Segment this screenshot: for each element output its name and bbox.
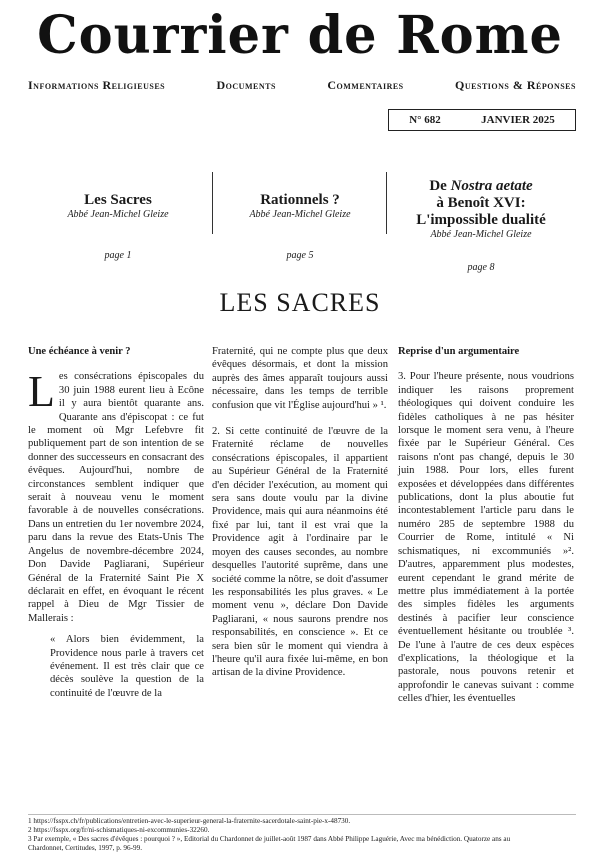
- issue-box: [388, 109, 576, 131]
- nav-documents: Documents: [216, 78, 276, 92]
- column-1: [28, 345, 204, 700]
- footnotes: [28, 814, 576, 853]
- col2-paragraph-2: 2. Si cette continuité de l'œuvre de la Fraternité réclame de nouvelles consécrations épiscopales, il appartient au Supérieur Général de la Fraternité d'en décider l'exécution, au moment qui sera sans doute voulu par la divine Providence, mais qui aura néanmoins été fixé par lui, tant il est vrai que la Providence agit à l'ordinaire par le moyen des causes secondes, au nombre desquelles l'autorité suprême, dans une société comme la nôtre, se doit d'assumer les responsabilités les plus graves. « Le moment venu », déclare Don Davide Pagliarani, « nous saurons prendre nos responsabilités, en conscience ». Et ce sera bien sûr le moment qui viendra à l'heure qu'il aura fixée lui-même, en bon artisan de la divine Providence.: [212, 426, 388, 679]
- section-nav: [28, 78, 576, 93]
- teaser-divider-1: [212, 172, 213, 234]
- teaser-3: [396, 178, 566, 273]
- teaser-divider-2: [386, 172, 387, 234]
- teaser-1-author: Abbé Jean-Michel Gleize: [67, 209, 169, 220]
- teaser-1: [38, 192, 198, 261]
- teaser-2-author: Abbé Jean-Michel Gleize: [249, 209, 351, 220]
- teaser-1-title: Les Sacres: [84, 192, 152, 208]
- footnote-2[interactable]: 2 https://fsspx.org/fr/ni-schismatiques-ni-excommunies-32260.: [28, 826, 210, 834]
- footnote-3-cont: Chardonnet, Certitudes, 1997, p. 96-99.: [28, 844, 142, 852]
- teaser-3-title-rest: à Benoît XVI: L'impossible dualité: [416, 195, 546, 228]
- teasers: [28, 170, 576, 273]
- teaser-1-page: page 1: [104, 250, 132, 261]
- teaser-2-title: Rationnels ?: [260, 192, 340, 208]
- col1-paragraph-1: [28, 367, 204, 625]
- col1-quote: « Alors bien évidemment, la Providence nous parle à travers cet événement. Il est très clair que ce décès soulève la question de la continuité de l'œuvre de la: [50, 634, 204, 699]
- teaser-2-page: page 5: [286, 250, 314, 261]
- issue-date: JANVIER 2025: [481, 114, 555, 126]
- col1-heading: Une échéance à venir ?: [28, 346, 131, 357]
- footnote-3: 3 Par exemple, « Des sacres d'évêques : pourquoi ? », Editorial du Chardonnet de juillet-août 1987 dans Abbé Philippe Laguérie, Avec ma bénédiction. Quatorze ans au: [28, 835, 511, 843]
- nav-informations-religieuses: Informations Religieuses: [28, 78, 166, 92]
- footnote-1[interactable]: 1 https://fsspx.ch/fr/publications/entretien-avec-le-superieur-general-la-fraternite-sacerdotale-saint-pie-x-48730.: [28, 817, 351, 825]
- col3-heading: Reprise d'un argumentaire: [398, 346, 520, 357]
- col2-paragraph-1: Fraternité, qui ne compte plus que deux évêques désormais, et dont la mission auprès des âmes apparaît toujours aussi nécessaire, dans les temps de terrible confusion que vit l'Église aujourd'hui » ¹.: [212, 346, 388, 411]
- teaser-3-author: Abbé Jean-Michel Gleize: [430, 229, 532, 240]
- col3-paragraph-1: 3. Pour l'heure présente, nous voudrions indiquer les raisons proprement théologiques qui doivent conduire les fidèles catholiques à ne pas hésiter lorsque le moment sera venu, à l'heure fixée par le Supérieur Général. Ces raisons n'ont pas changé, depuis le 30 juin 1988. Pour lors, elles furent exposées et développées dans différentes publications, dont la plus aboutie fut incontestablement l'article paru dans le numéro 285 de septembre 1988 du Courrier de Rome, intitulé « Ni schismatiques, ni excommuniés »². D'autres, apparemment plus modestes, eurent cependant le grand mérite de mettre plus immédiatement à la portée des simples fidèles les arguments destinés à pacifier leur conscience éventuellement hésitante ou troublée ³. De l'une à l'autre de ces deux espèces d'explications, la théologique et la pastorale, nous pouvons retenir et approfondir le canevas suivant : comme celles d'hier, les éventuelles: [398, 371, 574, 705]
- issue-number: N° 682: [409, 114, 441, 126]
- teaser-3-page: page 8: [467, 262, 495, 273]
- teaser-3-title: [396, 178, 566, 229]
- masthead-title: Courrier de Rome: [37, 5, 563, 66]
- nav-commentaires: Commentaires: [327, 78, 404, 92]
- dropcap: L: [28, 367, 55, 417]
- article-title: LES SACRES: [219, 288, 381, 317]
- column-2: [212, 345, 388, 680]
- col1-paragraph-1-text: es consécrations épiscopales du 30 juin 1988 eurent lieu à Ecône il y aura bientôt quarante ans. Quarante ans d'épiscopat : ce fut le moment où Mgr Lefebvre fit publiquement part de son intention de se donner des successeurs en consacrant des évêques. Aujourd'hui, nombre de circonstances semblent indiquer que serait à nouveau venu le moment favorable à de nouvelles consécrations. Dans un entretien du 1er novembre 2024, paru dans la revue des Etats-Unis The Angelus de novembre-décembre 2024, Don Davide Pagliarani, Supérieur Général de la Fraternité Saint Pie X déclarait en effet, en évoquant le récent rappel à Dieu de Mgr Tissier de Mallerais :: [28, 371, 204, 624]
- column-3: [398, 345, 574, 706]
- teaser-3-title-prefix: De: [429, 178, 451, 194]
- nav-questions-reponses: Questions & Réponses: [455, 78, 576, 92]
- teaser-2: [220, 192, 380, 261]
- teaser-3-title-italic: Nostra aetate: [450, 178, 533, 194]
